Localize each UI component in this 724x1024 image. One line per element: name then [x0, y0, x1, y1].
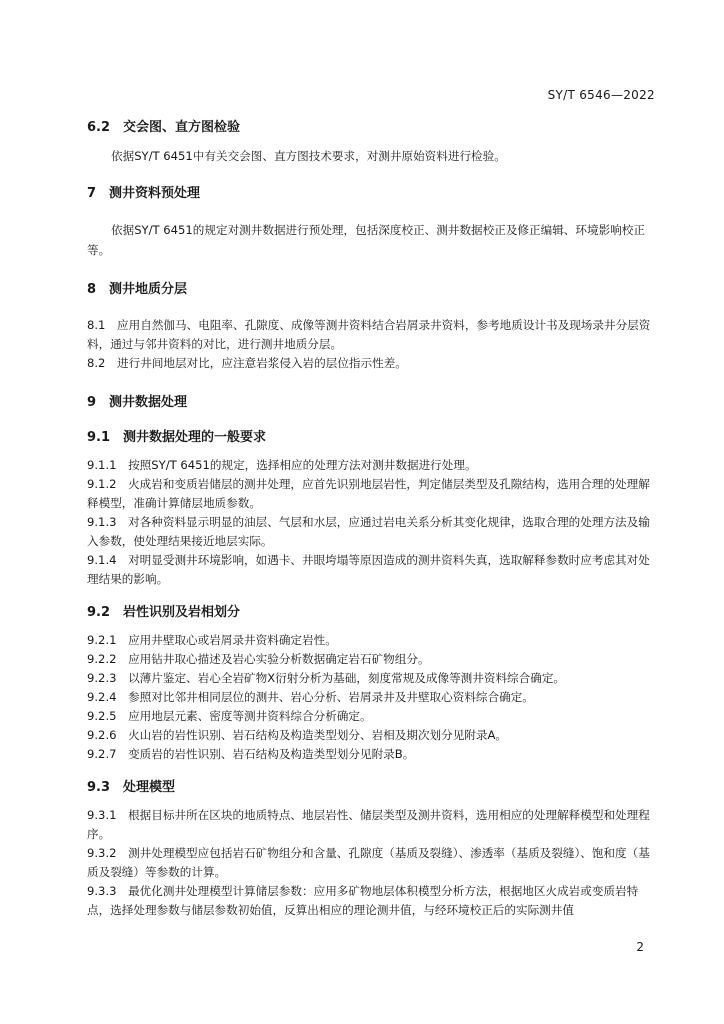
clause-9-2-4: 9.2.4 参照对比邻井相同层位的测井、岩心分析、岩屑录井及井壁取心资料综合确定。	[87, 690, 534, 704]
clause-9-2-3: 9.2.3 以薄片鉴定、岩心全岩矿物X衍射分析为基础，刻度常规及成像等测井资料综合确定。	[87, 671, 566, 685]
clause-9-3-3: 9.3.3 最优化测井处理模型计算储层参数：应用多矿物地层体积模型分析方法，根据地区火成岩或变质岩特点，选择处理参数与储层参数初始值，反算出相应的理论测井值，与经环境校正后的实际测井值	[87, 884, 639, 917]
clause-8-2: 8.2 进行井间地层对比，应注意岩浆侵入岩的层位指示性差。	[87, 356, 407, 370]
clause-9-2-2: 9.2.2 应用钻井取心描述及岩心实验分析数据确定岩石矿物组分。	[87, 652, 430, 666]
section-9-2-heading: 9.2 岩性识别及岩相划分	[87, 605, 241, 620]
clause-9-3-2: 9.3.2 测井处理模型应包括岩石矿物组分和含量、孔隙度（基质及裂缝）、渗透率（基质及裂缝）、饱和度（基质及裂缝）等参数的计算。	[87, 846, 650, 879]
standard-code: SY/T 6546—2022	[547, 88, 655, 102]
clause-9-2-7: 9.2.7 变质岩的岩性识别、岩石结构及构造类型划分见附录B。	[87, 747, 415, 761]
section-6-2-paragraph: 依据SY/T 6451中有关交会图、直方图技术要求，对测井原始资料进行检验。	[111, 149, 506, 163]
section-8-heading: 8 测井地质分层	[87, 282, 188, 297]
page-number: 2	[636, 940, 644, 954]
section-6-2-heading: 6.2 交会图、直方图检验	[87, 120, 241, 135]
clause-9-1-4: 9.1.4 对明显受测井环境影响，如遇卡、井眼垮塌等原因造成的测井资料失真，选取解释参数时应考虑其对处理结果的影响。	[87, 553, 650, 586]
clause-9-3-1: 9.3.1 根据目标井所在区块的地质特点、地层岩性、储层类型及测井资料，选用相应的处理解释模型和处理程序。	[87, 808, 650, 841]
clause-9-2-5: 9.2.5 应用地层元素、密度等测井资料综合分析确定。	[87, 709, 372, 723]
clause-9-1-3: 9.1.3 对各种资料显示明显的油层、气层和水层，应通过岩电关系分析其变化规律，选取合理的处理方法及输入参数，使处理结果接近地层实际。	[87, 515, 650, 548]
clause-9-1-2: 9.1.2 火成岩和变质岩储层的测井处理，应首先识别地层岩性，判定储层类型及孔隙结构，选用合理的处理解释模型，准确计算储层地质参数。	[87, 477, 650, 510]
clause-9-2-6: 9.2.6 火山岩的岩性识别、岩石结构及构造类型划分、岩相及期次划分见附录A。	[87, 728, 508, 742]
clause-9-2-1: 9.2.1 应用井壁取心或岩屑录井资料确定岩性。	[87, 633, 337, 647]
clause-9-1-1: 9.1.1 按照SY/T 6451的规定，选择相应的处理方法对测井数据进行处理。	[87, 458, 477, 472]
section-9-heading: 9 测井数据处理	[87, 395, 188, 410]
clause-8-1: 8.1 应用自然伽马、电阻率、孔隙度、成像等测井资料结合岩屑录井资料，参考地质设计书及现场录井分层资料，通过与邻井资料的对比，进行测井地质分层。	[87, 318, 651, 351]
section-7-heading: 7 测井资料预处理	[87, 186, 201, 201]
section-7-paragraph: 依据SY/T 6451的规定对测井数据进行预处理，包括深度校正、测井数据校正及修正编辑、环境影响校正等。	[87, 223, 645, 257]
page-content	[87, 119, 659, 920]
section-9-3-heading: 9.3 处理模型	[87, 780, 176, 795]
section-9-1-heading: 9.1 测井数据处理的一般要求	[87, 430, 267, 445]
